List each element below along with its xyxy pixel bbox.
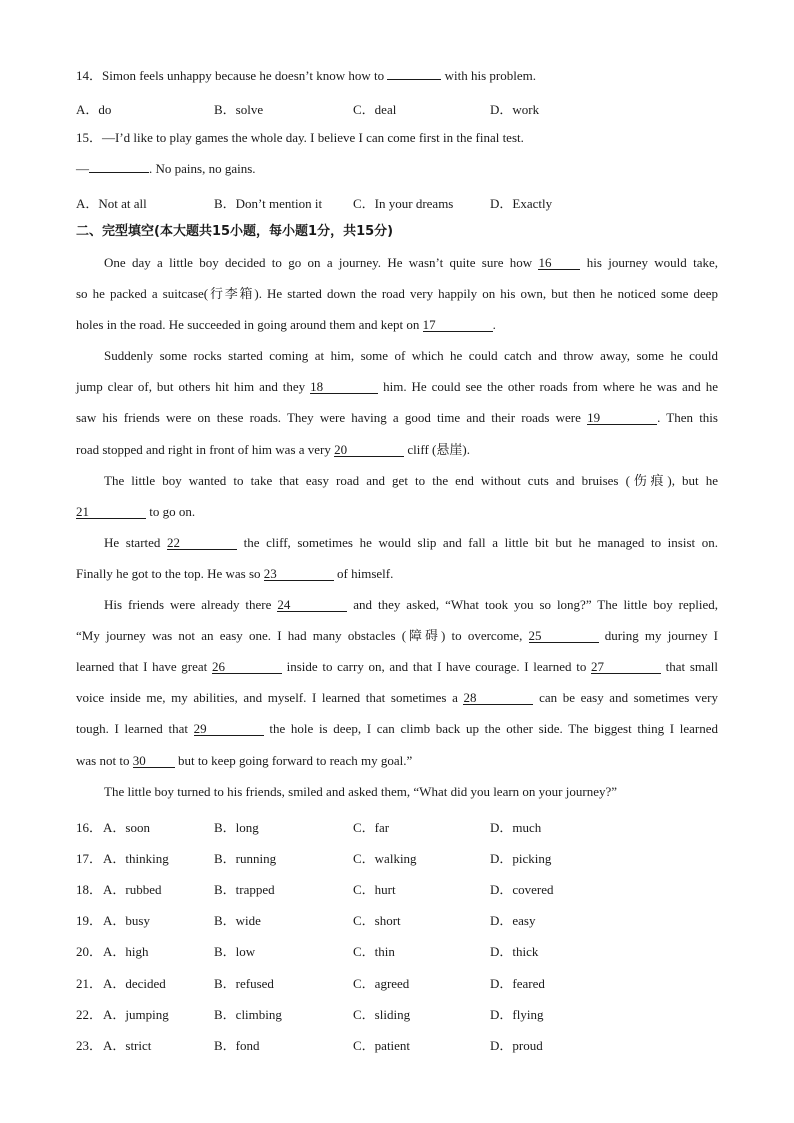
question-14-stem: 14．Simon feels unhappy because he doesn’t know how to with his problem. [76, 68, 536, 83]
blank-20: 20 [334, 443, 404, 457]
choice-option-d: D．thick [490, 944, 539, 960]
choice-option-a: A．high [103, 944, 149, 960]
passage-line: His friends were already there 24 and they asked, “What took you so long?” The little boy replied, [104, 597, 718, 613]
question-15-stem: 15．—I’d like to play games the whole day. I believe I can come first in the final test. [76, 130, 524, 145]
choice-option-a: A．busy [103, 913, 150, 929]
choice-option-a: A．jumping [103, 1006, 169, 1022]
question-15-option-a: A．Not at all [76, 196, 147, 211]
cloze-passage [76, 255, 718, 815]
passage-line: 21 to go on. [76, 503, 196, 519]
choice-number: 21． [76, 975, 103, 991]
choice-option-b: B．long [214, 820, 259, 835]
choice-option-d: D．flying [490, 1006, 544, 1022]
choice-option-c: C．walking [353, 851, 417, 867]
blank-21: 21 [76, 505, 146, 519]
question-14-option-b: B．solve [214, 102, 264, 117]
question-14-option-c: C．deal [353, 102, 397, 117]
choice-number: 22． [76, 1006, 103, 1022]
passage-line: was not to 30 but to keep going forward to reach my goal.” [76, 752, 413, 768]
choice-option-c: C．patient [353, 1037, 411, 1053]
blank-18: 18 [310, 380, 378, 394]
question-15-option-c: C．In your dreams [353, 196, 454, 211]
question-14-blank [387, 79, 441, 80]
choice-number: 19． [76, 913, 103, 929]
blank-26: 26 [212, 660, 282, 674]
passage-line: Finally he got to the top. He was so 23 of himself. [76, 565, 394, 581]
choice-option-b: B．refused [214, 975, 274, 991]
passage-line: He started 22 the cliff, sometimes he would slip and fall a little bit but he managed to insist on. [104, 534, 718, 550]
blank-23: 23 [264, 567, 334, 581]
question-15-reply: — . No pains, no gains. [76, 161, 256, 176]
choice-option-c: C．agreed [353, 975, 410, 991]
blank-24: 24 [277, 598, 347, 612]
choice-number: 16． [76, 820, 103, 835]
passage-line: road stopped and right in front of him was a very 20 cliff (悬崖). [76, 441, 470, 457]
section-title: 二、完型填空(本大题共15小题，每小题1分，共15分) [76, 224, 394, 239]
passage-line: holes in the road. He succeeded in going around them and kept on 17 . [76, 317, 496, 333]
blank-22: 22 [167, 536, 237, 550]
passage-line: One day a little boy decided to go on a journey. He wasn’t quite sure how 16 his journey would take, [104, 255, 718, 270]
passage-line: learned that I have great 26 inside to carry on, and that I have courage. I learned to 27 that small [76, 659, 718, 675]
choice-option-c: C．sliding [353, 1006, 411, 1022]
choice-option-a: A．soon [103, 820, 150, 835]
question-15-option-b: B．Don’t mention it [214, 196, 323, 211]
choice-option-b: B．low [214, 944, 256, 960]
choice-number: 17． [76, 851, 103, 867]
choice-option-a: A．strict [103, 1037, 152, 1053]
passage-line: voice inside me, my abilities, and myself. I learned that sometimes a 28 can be easy and sometimes very [76, 690, 718, 706]
choice-option-c: C．thin [353, 944, 395, 960]
passage-line: Suddenly some rocks started coming at him, some of which he could catch and throw away, some he could [104, 348, 718, 364]
blank-19: 19 [587, 411, 657, 425]
question-15-blank [89, 172, 149, 173]
blank-25: 25 [529, 629, 599, 643]
choice-number: 23． [76, 1037, 103, 1053]
choice-option-b: B．running [214, 851, 277, 867]
choice-option-d: D．feared [490, 975, 545, 991]
passage-line: tough. I learned that 29 the hole is deep, I can climb back up the other side. The biggest thing I learned [76, 721, 719, 737]
choice-option-a: A．decided [103, 975, 166, 991]
question-14-option-a: A．do [76, 102, 112, 117]
choice-option-c: C．far [353, 820, 390, 835]
choice-option-c: C．short [353, 913, 401, 929]
choice-option-d: D．much [490, 820, 542, 835]
blank-28: 28 [463, 691, 533, 705]
blank-30: 30 [133, 754, 175, 768]
passage-line: jump clear of, but others hit him and they 18 him. He could see the other roads from where he was and he [76, 379, 718, 395]
passage-line: so he packed a suitcase(行李箱). He started down the road very happily on his own, but then he noticed some deep [76, 286, 718, 302]
choice-option-a: A．thinking [103, 851, 169, 867]
choice-option-d: D．proud [490, 1037, 543, 1053]
choice-number: 20． [76, 944, 103, 960]
choice-option-d: D．easy [490, 913, 536, 929]
passage-line: The little boy wanted to take that easy road and get to the end without cuts and bruises (伤痕), but he [104, 472, 718, 488]
choice-option-b: B．climbing [214, 1006, 282, 1022]
choice-option-d: D．covered [490, 882, 554, 898]
choice-option-c: C．hurt [353, 882, 396, 898]
blank-16: 16 [538, 256, 580, 270]
choice-option-b: B．wide [214, 913, 261, 929]
passage-line: “My journey was not an easy one. I had many obstacles (障碍) to overcome, 25 during my journey I [76, 628, 718, 644]
question-15-option-d: D．Exactly [490, 196, 553, 211]
choice-option-b: B．trapped [214, 882, 275, 898]
blank-27: 27 [591, 660, 661, 674]
passage-line: saw his friends were on these roads. They were having a good time and their roads were 19 . Then this [76, 410, 718, 426]
passage-line: The little boy turned to his friends, smiled and asked them, “What did you learn on your journey?” [104, 783, 618, 799]
blank-29: 29 [194, 722, 264, 736]
blank-17: 17 [423, 318, 493, 332]
choice-option-b: B．fond [214, 1037, 260, 1053]
question-14-option-d: D．work [490, 102, 540, 117]
choice-option-a: A．rubbed [103, 882, 162, 898]
choice-number: 18． [76, 882, 103, 898]
choice-option-d: D．picking [490, 851, 552, 867]
